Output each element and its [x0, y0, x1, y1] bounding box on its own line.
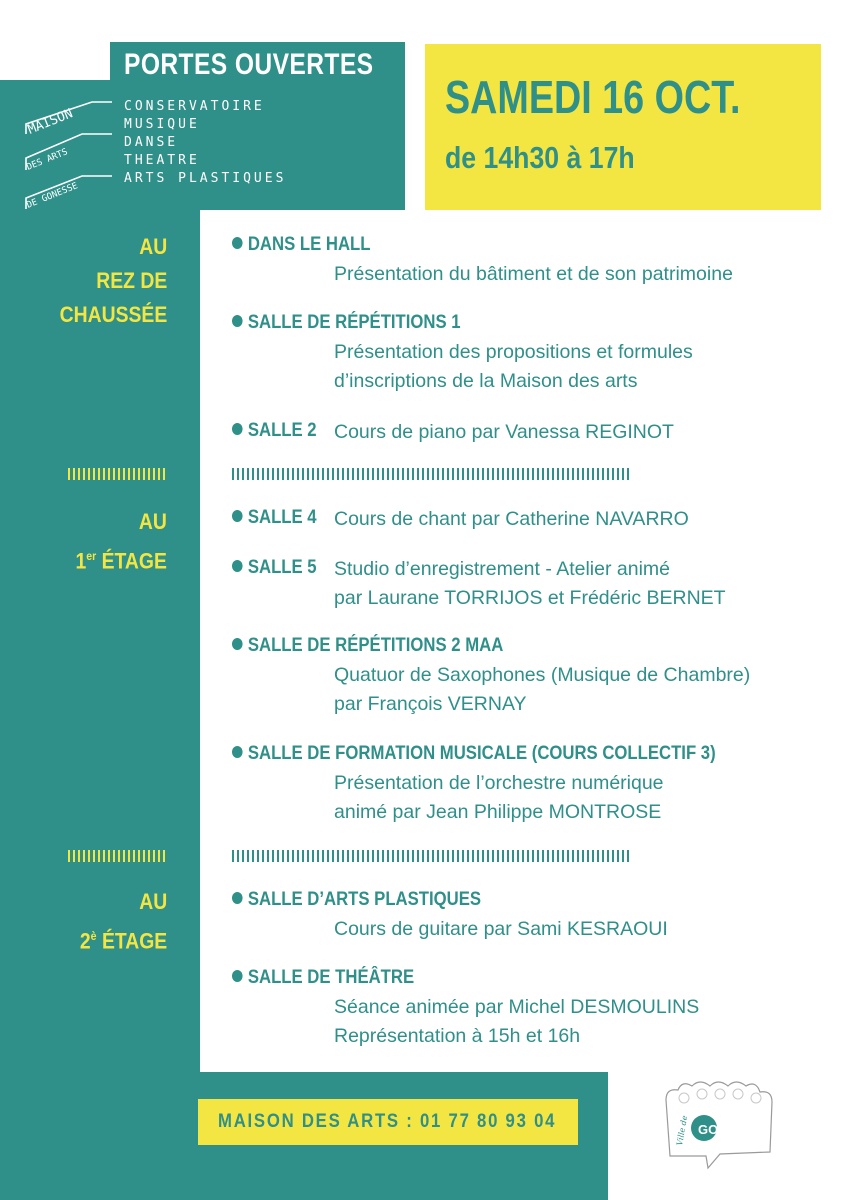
room-repetitions-1: SALLE DE RÉPÉTITIONS 1 [232, 312, 461, 334]
room-description: Cours de chant par Catherine NAVARRO [334, 508, 689, 530]
bullet-icon [232, 510, 243, 522]
room-arts-plastiques: SALLE D’ARTS PLASTIQUES [232, 889, 481, 911]
disciplines-list [124, 98, 286, 188]
bullet-icon [232, 423, 243, 435]
room-theatre: SALLE DE THÉÂTRE [232, 967, 414, 989]
room-description: Présentation de l’orchestre numérique animé par Jean Philippe MONTROSE [334, 772, 664, 823]
ville-name: GONESSE [698, 1122, 763, 1137]
divider [68, 850, 168, 862]
level-ground-label: AU REZ DE CHAUSSÉE [59, 234, 167, 327]
discipline: MUSIQUE [124, 117, 200, 132]
date-box [425, 44, 821, 210]
room-formation-musicale: SALLE DE FORMATION MUSICALE (COURS COLLECTIF 3) [232, 743, 716, 765]
room-salle-2: SALLE 2 [232, 420, 317, 442]
logo-word: MAISON [25, 106, 76, 138]
room-description: Présentation du bâtiment et de son patrimoine [334, 263, 733, 285]
room-description: Cours de piano par Vanessa REGINOT [334, 421, 674, 443]
bullet-icon [232, 560, 243, 572]
room-salle-5: SALLE 5 [232, 557, 317, 579]
discipline: ARTS PLASTIQUES [124, 171, 287, 186]
room-description: Séance animée par Michel DESMOULINS Représentation à 15h et 16h [334, 996, 700, 1047]
event-time: de 14h30 à 17h [445, 140, 635, 175]
room-description: Studio d’enregistrement - Atelier animé par Laurane TORRIJOS et Frédéric BERNET [334, 558, 726, 609]
level-second-label: AU $2^è$ ÉTAGE [79, 889, 167, 954]
logo-word: DES ARTS [25, 147, 70, 173]
bullet-icon [232, 638, 243, 650]
event-date: SAMEDI 16 OCT. [445, 71, 741, 123]
level-first-label: AU 1er ÉTAGE [75, 509, 167, 574]
discipline: CONSERVATOIRE [124, 99, 265, 114]
maison-des-arts-logo [22, 94, 114, 212]
room-salle-4: SALLE 4 [232, 507, 317, 529]
discipline: DANSE [124, 135, 179, 150]
room-description: Cours de guitare par Sami KESRAOUI [334, 918, 668, 940]
bullet-icon [232, 970, 243, 982]
divider [232, 468, 632, 480]
ville-de-gonesse-logo [660, 1070, 780, 1170]
bullet-icon [232, 237, 243, 249]
room-hall: DANS LE HALL [232, 234, 370, 256]
ville-de-label: Ville de [675, 1114, 690, 1147]
room-description: Quatuor de Saxophones (Musique de Chambre) par François VERNAY [334, 664, 751, 715]
bullet-icon [232, 892, 243, 904]
room-repetitions-2: SALLE DE RÉPÉTITIONS 2 MAA [232, 635, 503, 657]
logo-word: DE GONESSE [25, 181, 80, 211]
divider [232, 850, 632, 862]
page-title: PORTES OUVERTES [124, 48, 374, 81]
bullet-icon [232, 746, 243, 758]
bullet-icon [232, 315, 243, 327]
room-description: Présentation des propositions et formules d’inscriptions de la Maison des arts [334, 341, 693, 392]
divider [68, 468, 168, 480]
phone-number: MAISON DES ARTS : 01 77 80 93 04 [218, 1111, 557, 1132]
discipline: THEATRE [124, 153, 200, 168]
